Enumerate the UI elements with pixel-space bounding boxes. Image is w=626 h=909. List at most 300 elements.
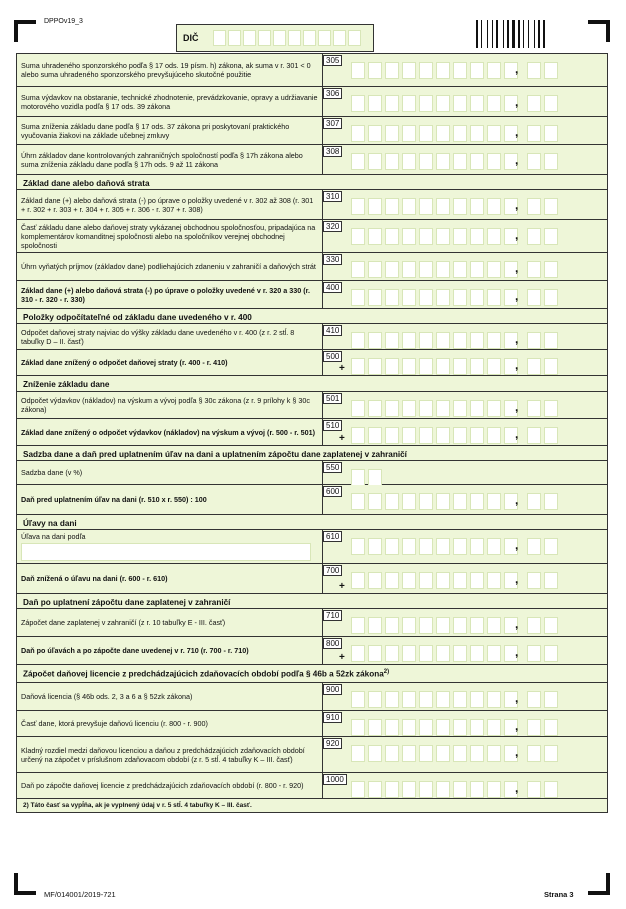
digit-cell[interactable] (453, 538, 467, 555)
digit-cell[interactable] (487, 538, 501, 555)
digit-cell[interactable] (419, 538, 433, 555)
digit-cell[interactable] (487, 95, 501, 112)
digit-cell[interactable] (385, 745, 399, 762)
digit-cell[interactable] (402, 198, 416, 215)
row-desc: Kladný rozdiel medzi daňovou licenciou a daňou z predchádzajúcich zdaňovacích období určený na zápočet v príslušnom zdaňovacom období (z r. 5 stĺ. 4 tabuľky K – III. časť) (21, 745, 305, 764)
amount-field[interactable]: 910 , (322, 711, 607, 736)
digit-cell[interactable] (351, 617, 365, 634)
digit-cell[interactable] (436, 95, 450, 112)
row-305 (17, 53, 607, 86)
digit-cell[interactable] (385, 719, 399, 736)
digit-cell[interactable] (470, 198, 484, 215)
row-code: 330 (323, 254, 342, 265)
digit-cell[interactable] (436, 645, 450, 662)
digit-cell[interactable] (453, 289, 467, 306)
decimal-cell[interactable] (527, 125, 541, 142)
digit-cell[interactable] (368, 358, 382, 375)
digit-cell[interactable] (402, 691, 416, 708)
digit-cell[interactable] (419, 493, 433, 510)
amount-field[interactable]: 510 + , (322, 419, 607, 445)
decimal-cell[interactable] (527, 400, 541, 417)
row-code: 307 (323, 118, 342, 129)
amount-field[interactable]: 330 , (322, 253, 607, 280)
amount-field[interactable]: 501 , (322, 392, 607, 418)
digit-cell[interactable] (419, 125, 433, 142)
digit-cell[interactable] (436, 538, 450, 555)
digit-cell[interactable] (402, 358, 416, 375)
decimal-cell[interactable] (527, 493, 541, 510)
digit-cell[interactable] (351, 289, 365, 306)
decimal-cell[interactable] (527, 427, 541, 444)
digit-cell[interactable] (453, 645, 467, 662)
digit-cell[interactable] (470, 95, 484, 112)
digit-cell[interactable] (351, 153, 365, 170)
amount-field[interactable]: 400 , (322, 281, 607, 308)
digit-cell[interactable] (487, 745, 501, 762)
digit-cell[interactable] (436, 691, 450, 708)
digit-cell[interactable] (436, 332, 450, 349)
digit-cell[interactable] (351, 62, 365, 79)
decimal-cell[interactable] (544, 289, 558, 306)
digit-cell[interactable] (470, 358, 484, 375)
decimal-cell[interactable] (544, 228, 558, 245)
digit-cell[interactable] (385, 289, 399, 306)
digit-cell[interactable] (402, 153, 416, 170)
decimal-cell[interactable] (544, 332, 558, 349)
digit-cell[interactable] (351, 427, 365, 444)
barcode-bar (494, 20, 495, 48)
digit-cell[interactable] (351, 691, 365, 708)
section-title: Položky odpočítateľné od základu dane uvedeného v r. 400 (17, 308, 607, 323)
digit-cell[interactable] (470, 745, 484, 762)
section-title: Základ dane alebo daňová strata (17, 174, 607, 189)
decimal-cell[interactable] (527, 719, 541, 736)
decimal-cell[interactable] (527, 617, 541, 634)
decimal-cell[interactable] (527, 538, 541, 555)
digit-cell[interactable] (419, 427, 433, 444)
decimal-cell[interactable] (527, 691, 541, 708)
digit-cell[interactable] (351, 198, 365, 215)
barcode-bar (541, 20, 542, 48)
row-410 (17, 323, 607, 349)
barcode-bar (512, 20, 515, 48)
digit-cell[interactable] (487, 493, 501, 510)
digit-cell[interactable] (453, 719, 467, 736)
digit-cell[interactable] (419, 572, 433, 589)
digit-cell[interactable] (487, 400, 501, 417)
digit-cell[interactable] (470, 427, 484, 444)
row-code: 710 (323, 610, 342, 621)
amount-field[interactable]: 306 , (322, 87, 607, 116)
decimal-cell[interactable] (527, 289, 541, 306)
decimal-cell[interactable] (544, 125, 558, 142)
row-330 (17, 252, 607, 280)
digit-cell[interactable] (368, 617, 382, 634)
digit-cell[interactable] (419, 691, 433, 708)
digit-cell[interactable] (368, 261, 382, 278)
decimal-cell[interactable] (544, 719, 558, 736)
digit-cell[interactable] (470, 645, 484, 662)
row-307 (17, 116, 607, 144)
section-title-text: Zápočet daňovej licencie z predchádzajúcich zdaňovacích období podľa § 46b a 52zk zákona (23, 669, 384, 679)
digit-cell[interactable] (436, 289, 450, 306)
decimal-cell[interactable] (544, 198, 558, 215)
digit-cell[interactable] (368, 62, 382, 79)
decimal-cell[interactable] (527, 645, 541, 662)
section-title (17, 664, 607, 682)
digit-cell[interactable] (453, 781, 467, 798)
dic-cells[interactable] (213, 30, 361, 46)
digit-cell[interactable] (470, 719, 484, 736)
digit-cell[interactable] (368, 95, 382, 112)
digit-cell[interactable] (402, 617, 416, 634)
row-320 (17, 219, 607, 252)
digit-cell[interactable] (487, 427, 501, 444)
digit-cell[interactable] (487, 781, 501, 798)
decimal-cell[interactable] (527, 358, 541, 375)
digit-cell[interactable] (436, 358, 450, 375)
digit-cell[interactable] (385, 400, 399, 417)
digit-cell[interactable] (402, 261, 416, 278)
digit-cell[interactable] (453, 62, 467, 79)
decimal-cell[interactable] (527, 228, 541, 245)
digit-cell[interactable] (436, 719, 450, 736)
digit-cell[interactable] (453, 95, 467, 112)
digit-cell[interactable] (368, 332, 382, 349)
row-code: 610 (323, 531, 342, 542)
digit-cell[interactable] (470, 289, 484, 306)
digit-cell[interactable] (487, 332, 501, 349)
digit-cell[interactable] (385, 645, 399, 662)
digit-cell[interactable] (453, 572, 467, 589)
digit-cell[interactable] (436, 400, 450, 417)
digit-cell[interactable] (385, 572, 399, 589)
amount-field[interactable]: 600 , (322, 485, 607, 514)
digit-cell[interactable] (368, 719, 382, 736)
amount-field[interactable]: 320 , (322, 220, 607, 252)
amount-field[interactable]: 710 , (322, 609, 607, 636)
decimal-cell[interactable] (544, 493, 558, 510)
digit-cell[interactable] (453, 332, 467, 349)
digit-cell[interactable] (402, 781, 416, 798)
digit-cell[interactable] (351, 645, 365, 662)
digit-cell[interactable] (436, 153, 450, 170)
digit-cell[interactable] (470, 572, 484, 589)
decimal-cell[interactable] (544, 427, 558, 444)
digit-cell[interactable] (368, 400, 382, 417)
decimal-cell[interactable] (544, 781, 558, 798)
digit-cell[interactable] (470, 617, 484, 634)
digit-cell[interactable] (419, 358, 433, 375)
barcode-bar (492, 20, 493, 48)
digit-cell[interactable] (453, 617, 467, 634)
row-code: 510 (323, 420, 342, 431)
decimal-cell[interactable] (527, 95, 541, 112)
digit-cell[interactable] (402, 745, 416, 762)
digit-cell[interactable] (385, 493, 399, 510)
decimal-cell[interactable] (527, 153, 541, 170)
digit-cell[interactable] (351, 400, 365, 417)
digit-cell[interactable] (368, 493, 382, 510)
digit-cell[interactable] (436, 617, 450, 634)
decimal-cell[interactable] (527, 261, 541, 278)
row-550 (17, 460, 607, 484)
digit-cell[interactable] (436, 427, 450, 444)
digit-cell[interactable] (385, 261, 399, 278)
decimal-cell[interactable] (544, 400, 558, 417)
digit-cell[interactable] (419, 781, 433, 798)
barcode-bar (496, 20, 498, 48)
digit-cell[interactable] (487, 289, 501, 306)
digit-cell[interactable] (368, 228, 382, 245)
digit-cell[interactable] (436, 493, 450, 510)
digit-cell[interactable] (436, 572, 450, 589)
digit-cell[interactable] (385, 617, 399, 634)
digit-cell[interactable] (368, 153, 382, 170)
digit-cell[interactable] (436, 745, 450, 762)
digit-cell[interactable] (453, 153, 467, 170)
decimal-cell[interactable] (527, 745, 541, 762)
digit-cell[interactable] (385, 228, 399, 245)
digit-cell[interactable] (419, 332, 433, 349)
amount-field[interactable]: 308 , (322, 145, 607, 174)
digit-cell[interactable] (419, 645, 433, 662)
digit-cell[interactable] (470, 400, 484, 417)
row-700 (17, 563, 607, 593)
decimal-cell[interactable] (544, 261, 558, 278)
amount-field[interactable]: 307 , (322, 117, 607, 144)
digit-cell[interactable] (487, 153, 501, 170)
decimal-cell[interactable] (544, 358, 558, 375)
digit-cell[interactable] (436, 261, 450, 278)
digit-cell[interactable] (436, 125, 450, 142)
digit-cell[interactable] (402, 228, 416, 245)
digit-cell[interactable] (419, 261, 433, 278)
digit-cell[interactable] (419, 400, 433, 417)
digit-cell[interactable] (470, 332, 484, 349)
decimal-cell[interactable] (544, 572, 558, 589)
decimal-cell[interactable] (544, 95, 558, 112)
digit-cell[interactable] (402, 95, 416, 112)
decimal-cell[interactable] (544, 538, 558, 555)
digit-cell[interactable] (436, 198, 450, 215)
digit-cell[interactable] (402, 62, 416, 79)
digit-cell[interactable] (470, 691, 484, 708)
digit-cell[interactable] (385, 198, 399, 215)
amount-field[interactable]: 305 , (322, 54, 607, 86)
barcode-bar (530, 20, 533, 48)
row-code: 308 (323, 146, 342, 157)
digit-cell[interactable] (368, 289, 382, 306)
digit-cell[interactable] (487, 62, 501, 79)
barcode-bar (479, 20, 480, 48)
amount-field[interactable]: 900 , (322, 683, 607, 710)
digit-cell[interactable] (368, 125, 382, 142)
digit-cell[interactable] (453, 198, 467, 215)
digit-cell[interactable] (368, 781, 382, 798)
decimal-cell[interactable] (544, 617, 558, 634)
digit-cell[interactable] (385, 781, 399, 798)
digit-cell[interactable] (419, 153, 433, 170)
row-desc: Základ dane (+) alebo daňová strata (-) po úprave o položky uvedené v r. 320 a 330 (r. 310 - r. 320 - r. 330) (21, 285, 310, 304)
decimal-cell[interactable] (527, 62, 541, 79)
digit-cell[interactable] (419, 289, 433, 306)
digit-cell[interactable] (470, 228, 484, 245)
digit-cell[interactable] (453, 493, 467, 510)
decimal-cell[interactable] (544, 153, 558, 170)
digit-cell[interactable] (368, 198, 382, 215)
digit-cell[interactable] (436, 228, 450, 245)
digit-cell[interactable] (368, 691, 382, 708)
row-500 (17, 349, 607, 375)
digit-cell[interactable] (453, 125, 467, 142)
digit-cell[interactable] (453, 427, 467, 444)
plus-sign: + (339, 363, 345, 374)
digit-cell[interactable] (385, 62, 399, 79)
digit-cell[interactable] (470, 125, 484, 142)
digit-cell[interactable] (453, 691, 467, 708)
decimal-cell[interactable] (527, 332, 541, 349)
digit-cell[interactable] (385, 125, 399, 142)
digit-cell[interactable] (470, 153, 484, 170)
decimal-cell[interactable] (527, 198, 541, 215)
digit-cell[interactable] (470, 781, 484, 798)
dic-field (176, 24, 374, 52)
digit-cell[interactable] (351, 469, 365, 486)
digit-cell[interactable] (351, 332, 365, 349)
digit-cell[interactable] (368, 469, 382, 486)
digit-cell[interactable] (402, 289, 416, 306)
digit-cell[interactable] (419, 617, 433, 634)
row-desc: Úhrn vyňatých príjmov (základov dane) podliehajúcich zdaneniu v zahraničí a daňových strát (21, 262, 316, 271)
amount-field[interactable]: 920 , (322, 737, 607, 772)
decimal-cell[interactable] (527, 781, 541, 798)
digit-cell[interactable] (385, 153, 399, 170)
digit-cell[interactable] (419, 719, 433, 736)
digit-cell[interactable] (470, 538, 484, 555)
barcode-bar (536, 20, 537, 48)
digit-cell[interactable] (453, 745, 467, 762)
digit-cell[interactable] (419, 198, 433, 215)
digit-cell[interactable] (487, 125, 501, 142)
digit-cell[interactable] (351, 745, 365, 762)
digit-cell[interactable] (470, 261, 484, 278)
digit-cell[interactable] (385, 538, 399, 555)
digit-cell[interactable] (385, 427, 399, 444)
digit-cell[interactable] (487, 617, 501, 634)
relief-basis-input[interactable] (21, 543, 311, 561)
digit-cell[interactable] (402, 332, 416, 349)
digit-cell[interactable] (487, 358, 501, 375)
decimal-cell[interactable] (544, 645, 558, 662)
digit-cell[interactable] (402, 538, 416, 555)
digit-cell[interactable] (402, 125, 416, 142)
digit-cell[interactable] (419, 95, 433, 112)
amount-field[interactable]: 310 , (322, 190, 607, 219)
form-number: MF/014001/2019-721 (44, 890, 116, 899)
barcode-bar (510, 20, 511, 48)
section-title: Úľavy na dani (17, 514, 607, 529)
row-desc: Daň po úľavách a po zápočte dane uvedenej v r. 710 (r. 700 - r. 710) (21, 646, 249, 655)
amount-field[interactable]: 700 + , (322, 564, 607, 593)
digit-cell[interactable] (453, 228, 467, 245)
row-code: 920 (323, 738, 342, 749)
digit-cell[interactable] (351, 493, 365, 510)
row-desc-text: Úľava na dani podľa (21, 532, 86, 541)
digit-cell[interactable] (402, 493, 416, 510)
digit-cell[interactable] (402, 645, 416, 662)
amount-field[interactable]: 800 + , (322, 637, 607, 664)
digit-cell[interactable] (419, 745, 433, 762)
digit-cell[interactable] (368, 427, 382, 444)
digit-cell[interactable] (487, 719, 501, 736)
row-code: 400 (323, 282, 342, 293)
decimal-cell[interactable] (527, 572, 541, 589)
decimal-cell[interactable] (544, 745, 558, 762)
digit-cell[interactable] (436, 62, 450, 79)
row-desc (17, 530, 322, 563)
amount-field[interactable]: 410 , (322, 324, 607, 349)
digit-cell[interactable] (385, 691, 399, 708)
barcode-bar (534, 20, 535, 48)
amount-field[interactable]: 610 , (322, 530, 607, 563)
rate-field[interactable] (322, 461, 607, 484)
digit-cell[interactable] (402, 719, 416, 736)
digit-cell[interactable] (351, 95, 365, 112)
digit-cell[interactable] (385, 358, 399, 375)
decimal-cell[interactable] (544, 691, 558, 708)
digit-cell[interactable] (368, 538, 382, 555)
digit-cell[interactable] (402, 400, 416, 417)
digit-cell[interactable] (351, 228, 365, 245)
digit-cell[interactable] (351, 261, 365, 278)
digit-cell[interactable] (453, 358, 467, 375)
digit-cell[interactable] (453, 261, 467, 278)
digit-cell[interactable] (351, 125, 365, 142)
digit-cell[interactable] (402, 572, 416, 589)
digit-cell[interactable] (419, 228, 433, 245)
digit-cell[interactable] (419, 62, 433, 79)
digit-cell[interactable] (385, 95, 399, 112)
digit-cell[interactable] (487, 645, 501, 662)
digit-cell[interactable] (368, 745, 382, 762)
digit-cell[interactable] (368, 645, 382, 662)
digit-cell[interactable] (402, 427, 416, 444)
digit-cell[interactable] (453, 400, 467, 417)
digit-cell[interactable] (351, 719, 365, 736)
decimal-cell[interactable] (544, 62, 558, 79)
row-desc: Suma výdavkov na obstaranie, technické zhodnotenie, prevádzkovanie, opravy a udržiavanie motorového vozidla podľa § 17 ods. 39 zákona (21, 92, 318, 111)
digit-cell[interactable] (487, 228, 501, 245)
digit-cell[interactable] (487, 691, 501, 708)
amount-field[interactable]: 500 + , (322, 350, 607, 375)
digit-cell[interactable] (487, 198, 501, 215)
digit-cell[interactable] (470, 493, 484, 510)
digit-cell[interactable] (436, 781, 450, 798)
digit-cell[interactable] (351, 358, 365, 375)
digit-cell[interactable] (351, 538, 365, 555)
amount-field[interactable]: 1000 , (322, 773, 607, 798)
digit-cell[interactable] (351, 572, 365, 589)
digit-cell[interactable] (470, 62, 484, 79)
row-code: 410 (323, 325, 342, 336)
row-code: 900 (323, 684, 342, 695)
digit-cell[interactable] (368, 572, 382, 589)
digit-cell[interactable] (351, 781, 365, 798)
digit-cell[interactable] (487, 261, 501, 278)
digit-cell[interactable] (487, 572, 501, 589)
digit-cell[interactable] (385, 332, 399, 349)
